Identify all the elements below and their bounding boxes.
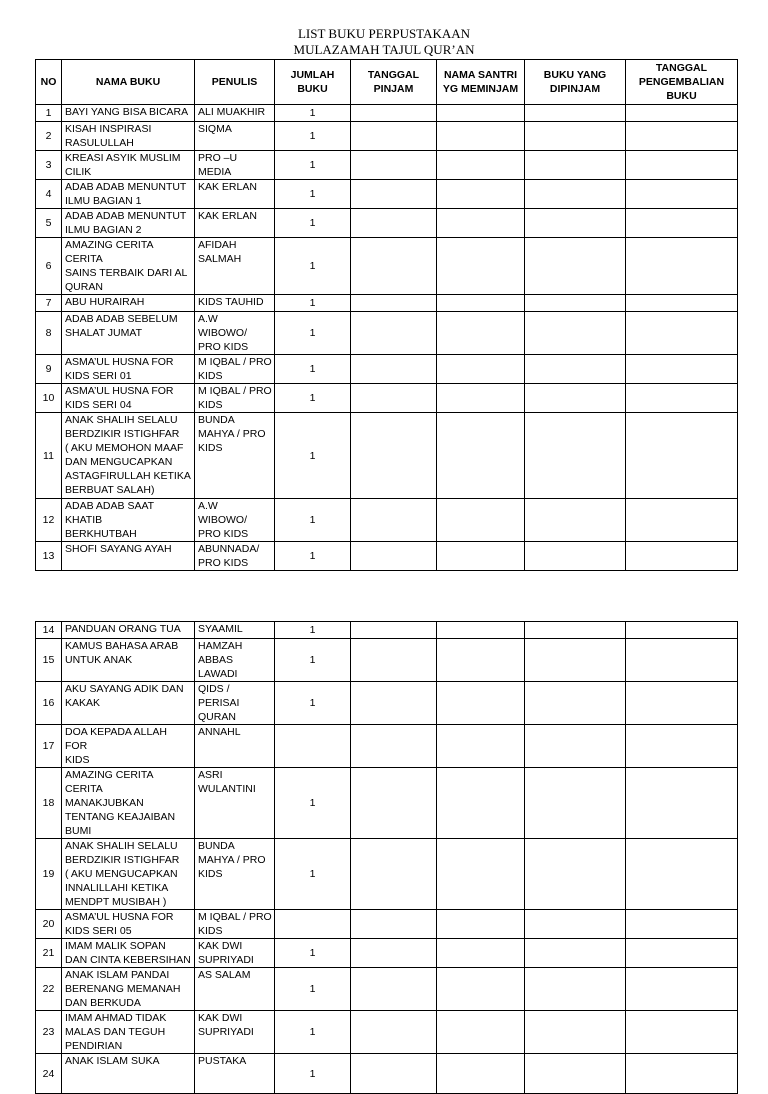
- author-cell: AFIDAH SALMAH: [195, 238, 275, 295]
- table-row: [36, 1011, 738, 1054]
- book-title-cell: ADAB ADAB SEBELUM SHALAT JUMAT: [62, 312, 195, 355]
- header-tanggal-pinjam: TANGGAL PINJAM: [351, 60, 437, 105]
- quantity-cell: 1: [275, 768, 351, 839]
- row-number: 14: [36, 622, 62, 639]
- row-number: 24: [36, 1054, 62, 1094]
- quantity-cell: 1: [275, 622, 351, 639]
- author-cell: KAK ERLAN: [195, 180, 275, 209]
- quantity-cell: 1: [275, 542, 351, 571]
- book-title-cell: AMAZING CERITA CERITA MANAKJUBKAN TENTANG KEAJAIBAN BUMI: [62, 768, 195, 839]
- return-date-cell: [626, 122, 738, 151]
- quantity-cell: 1: [275, 209, 351, 238]
- return-date-cell: [626, 295, 738, 312]
- borrower-name-cell: [437, 105, 525, 122]
- row-number: 11: [36, 413, 62, 499]
- borrower-name-cell: [437, 413, 525, 499]
- row-number: 20: [36, 910, 62, 939]
- header-nama-santri: NAMA SANTRI YG MEMINJAM: [437, 60, 525, 105]
- borrowed-book-cell: [525, 122, 626, 151]
- quantity-cell: 1: [275, 295, 351, 312]
- borrow-date-cell: [351, 639, 437, 682]
- quantity-cell: 1: [275, 180, 351, 209]
- row-number: 9: [36, 355, 62, 384]
- borrower-name-cell: [437, 682, 525, 725]
- header-tanggal-pengembalian: TANGGAL PENGEMBALIAN BUKU: [626, 60, 738, 105]
- borrowed-book-cell: [525, 180, 626, 209]
- author-cell: M IQBAL / PRO KIDS: [195, 910, 275, 939]
- row-number: 3: [36, 151, 62, 180]
- author-cell: A.W WIBOWO/ PRO KIDS: [195, 499, 275, 542]
- return-date-cell: [626, 622, 738, 639]
- quantity-cell: 1: [275, 312, 351, 355]
- quantity-cell: 1: [275, 105, 351, 122]
- borrowed-book-cell: [525, 939, 626, 968]
- return-date-cell: [626, 768, 738, 839]
- borrower-name-cell: [437, 122, 525, 151]
- borrowed-book-cell: [525, 1054, 626, 1094]
- borrower-name-cell: [437, 839, 525, 910]
- borrowed-book-cell: [525, 542, 626, 571]
- borrow-date-cell: [351, 295, 437, 312]
- book-title-cell: KREASI ASYIK MUSLIM CILIK: [62, 151, 195, 180]
- quantity-cell: 1: [275, 122, 351, 151]
- borrow-date-cell: [351, 180, 437, 209]
- borrower-name-cell: [437, 968, 525, 1011]
- row-number: 6: [36, 238, 62, 295]
- table-row: [36, 122, 738, 151]
- borrower-name-cell: [437, 542, 525, 571]
- header-penulis: PENULIS: [195, 60, 275, 105]
- header-buku-dipinjam: BUKU YANG DIPINJAM: [525, 60, 626, 105]
- borrowed-book-cell: [525, 1011, 626, 1054]
- return-date-cell: [626, 725, 738, 768]
- book-title-cell: ANAK SHALIH SELALU BERDZIKIR ISTIGHFAR ( AKU MENGUCAPKAN INNALILLAHI KETIKA MENDPT MUSIBAH ): [62, 839, 195, 910]
- table-row: [36, 105, 738, 122]
- book-title-cell: BAYI YANG BISA BICARA: [62, 105, 195, 122]
- header-nama-buku: NAMA BUKU: [62, 60, 195, 105]
- table-row: [36, 295, 738, 312]
- book-title-cell: ABU HURAIRAH: [62, 295, 195, 312]
- borrowed-book-cell: [525, 384, 626, 413]
- return-date-cell: [626, 1054, 738, 1094]
- book-title-cell: SHOFI SAYANG AYAH: [62, 542, 195, 571]
- table-row: [36, 312, 738, 355]
- row-number: 12: [36, 499, 62, 542]
- table-row: [36, 682, 738, 725]
- row-number: 4: [36, 180, 62, 209]
- author-cell: BUNDA MAHYA / PRO KIDS: [195, 839, 275, 910]
- borrow-date-cell: [351, 839, 437, 910]
- header-no: NO: [36, 60, 62, 105]
- book-title-cell: ASMA’UL HUSNA FOR KIDS SERI 01: [62, 355, 195, 384]
- borrowed-book-cell: [525, 622, 626, 639]
- borrow-date-cell: [351, 910, 437, 939]
- author-cell: KAK DWI SUPRIYADI: [195, 939, 275, 968]
- book-title-cell: ADAB ADAB SAAT KHATIB BERKHUTBAH: [62, 499, 195, 542]
- document-title-line-2: MULAZAMAH TAJUL QUR’AN: [293, 42, 475, 57]
- book-list-table-page-1: [35, 59, 738, 571]
- borrow-date-cell: [351, 1054, 437, 1094]
- borrower-name-cell: [437, 1054, 525, 1094]
- table-row: [36, 238, 738, 295]
- author-cell: PUSTAKA: [195, 1054, 275, 1094]
- return-date-cell: [626, 839, 738, 910]
- row-number: 22: [36, 968, 62, 1011]
- borrower-name-cell: [437, 939, 525, 968]
- book-title-cell: DOA KEPADA ALLAH FOR KIDS: [62, 725, 195, 768]
- borrowed-book-cell: [525, 105, 626, 122]
- author-cell: HAMZAH ABBAS LAWADI: [195, 639, 275, 682]
- return-date-cell: [626, 355, 738, 384]
- quantity-cell: 1: [275, 499, 351, 542]
- borrower-name-cell: [437, 1011, 525, 1054]
- book-title-cell: ANAK SHALIH SELALU BERDZIKIR ISTIGHFAR ( AKU MEMOHON MAAF DAN MENGUCAPKAN ASTAGFIRULLAH KETIKA BERBUAT SALAH): [62, 413, 195, 499]
- borrower-name-cell: [437, 639, 525, 682]
- borrower-name-cell: [437, 910, 525, 939]
- book-title-cell: AMAZING CERITA CERITA SAINS TERBAIK DARI AL QURAN: [62, 238, 195, 295]
- table-row: [36, 384, 738, 413]
- borrow-date-cell: [351, 682, 437, 725]
- table-row: [36, 1054, 738, 1094]
- author-cell: ALI MUAKHIR: [195, 105, 275, 122]
- quantity-cell: 1: [275, 238, 351, 295]
- row-number: 10: [36, 384, 62, 413]
- book-title-cell: PANDUAN ORANG TUA: [62, 622, 195, 639]
- row-number: 8: [36, 312, 62, 355]
- borrower-name-cell: [437, 312, 525, 355]
- quantity-cell: 1: [275, 384, 351, 413]
- row-number: 23: [36, 1011, 62, 1054]
- book-title-cell: ANAK ISLAM PANDAI BERENANG MEMANAH DAN BERKUDA: [62, 968, 195, 1011]
- borrower-name-cell: [437, 295, 525, 312]
- author-cell: BUNDA MAHYA / PRO KIDS: [195, 413, 275, 499]
- table-header-row: [36, 60, 738, 105]
- quantity-cell: 1: [275, 839, 351, 910]
- author-cell: AS SALAM: [195, 968, 275, 1011]
- return-date-cell: [626, 105, 738, 122]
- borrow-date-cell: [351, 105, 437, 122]
- row-number: 13: [36, 542, 62, 571]
- return-date-cell: [626, 639, 738, 682]
- quantity-cell: [275, 725, 351, 768]
- table-row: [36, 639, 738, 682]
- return-date-cell: [626, 312, 738, 355]
- row-number: 18: [36, 768, 62, 839]
- borrow-date-cell: [351, 542, 437, 571]
- row-number: 5: [36, 209, 62, 238]
- table-row: [36, 939, 738, 968]
- quantity-cell: 1: [275, 1011, 351, 1054]
- document-title-line-1: LIST BUKU PERPUSTAKAAN: [297, 26, 471, 41]
- borrowed-book-cell: [525, 295, 626, 312]
- table-row: [36, 768, 738, 839]
- row-number: 17: [36, 725, 62, 768]
- quantity-cell: 1: [275, 413, 351, 499]
- author-cell: ABUNNADA/ PRO KIDS: [195, 542, 275, 571]
- book-title-cell: IMAM MALIK SOPAN DAN CINTA KEBERSIHAN: [62, 939, 195, 968]
- return-date-cell: [626, 238, 738, 295]
- return-date-cell: [626, 413, 738, 499]
- author-cell: PRO –U MEDIA: [195, 151, 275, 180]
- return-date-cell: [626, 939, 738, 968]
- author-cell: QIDS / PERISAI QURAN: [195, 682, 275, 725]
- book-title-cell: ASMA’UL HUSNA FOR KIDS SERI 05: [62, 910, 195, 939]
- borrow-date-cell: [351, 413, 437, 499]
- author-cell: SYAAMIL: [195, 622, 275, 639]
- borrowed-book-cell: [525, 682, 626, 725]
- borrow-date-cell: [351, 312, 437, 355]
- table-row: [36, 542, 738, 571]
- borrowed-book-cell: [525, 209, 626, 238]
- author-cell: KIDS TAUHID: [195, 295, 275, 312]
- row-number: 1: [36, 105, 62, 122]
- row-number: 19: [36, 839, 62, 910]
- borrow-date-cell: [351, 725, 437, 768]
- quantity-cell: 1: [275, 639, 351, 682]
- return-date-cell: [626, 209, 738, 238]
- row-number: 7: [36, 295, 62, 312]
- quantity-cell: [275, 910, 351, 939]
- borrower-name-cell: [437, 622, 525, 639]
- table-row: [36, 968, 738, 1011]
- borrow-date-cell: [351, 1011, 437, 1054]
- book-title-cell: ADAB ADAB MENUNTUT ILMU BAGIAN 2: [62, 209, 195, 238]
- return-date-cell: [626, 151, 738, 180]
- borrow-date-cell: [351, 238, 437, 295]
- borrowed-book-cell: [525, 499, 626, 542]
- book-title-cell: ASMA’UL HUSNA FOR KIDS SERI 04: [62, 384, 195, 413]
- row-number: 21: [36, 939, 62, 968]
- table-row: [36, 910, 738, 939]
- borrow-date-cell: [351, 939, 437, 968]
- quantity-cell: 1: [275, 355, 351, 384]
- header-jumlah-buku: JUMLAH BUKU: [275, 60, 351, 105]
- borrowed-book-cell: [525, 238, 626, 295]
- quantity-cell: 1: [275, 939, 351, 968]
- table-row: [36, 725, 738, 768]
- borrower-name-cell: [437, 725, 525, 768]
- table-row: [36, 499, 738, 542]
- table-row: [36, 151, 738, 180]
- borrower-name-cell: [437, 180, 525, 209]
- borrowed-book-cell: [525, 910, 626, 939]
- borrowed-book-cell: [525, 968, 626, 1011]
- borrowed-book-cell: [525, 355, 626, 384]
- borrow-date-cell: [351, 622, 437, 639]
- borrowed-book-cell: [525, 839, 626, 910]
- borrower-name-cell: [437, 355, 525, 384]
- borrow-date-cell: [351, 968, 437, 1011]
- return-date-cell: [626, 968, 738, 1011]
- book-list-table-page-2: [35, 621, 738, 1094]
- return-date-cell: [626, 910, 738, 939]
- borrowed-book-cell: [525, 725, 626, 768]
- author-cell: A.W WIBOWO/ PRO KIDS: [195, 312, 275, 355]
- borrow-date-cell: [351, 151, 437, 180]
- borrow-date-cell: [351, 122, 437, 151]
- borrowed-book-cell: [525, 413, 626, 499]
- table-row: [36, 180, 738, 209]
- author-cell: ANNAHL: [195, 725, 275, 768]
- borrower-name-cell: [437, 768, 525, 839]
- table-row: [36, 839, 738, 910]
- book-title-cell: AKU SAYANG ADIK DAN KAKAK: [62, 682, 195, 725]
- row-number: 15: [36, 639, 62, 682]
- quantity-cell: 1: [275, 968, 351, 1011]
- borrow-date-cell: [351, 355, 437, 384]
- row-number: 2: [36, 122, 62, 151]
- quantity-cell: 1: [275, 1054, 351, 1094]
- borrowed-book-cell: [525, 639, 626, 682]
- borrow-date-cell: [351, 499, 437, 542]
- borrow-date-cell: [351, 209, 437, 238]
- table-row: [36, 622, 738, 639]
- table-row: [36, 355, 738, 384]
- book-title-cell: IMAM AHMAD TIDAK MALAS DAN TEGUH PENDIRIAN: [62, 1011, 195, 1054]
- return-date-cell: [626, 1011, 738, 1054]
- borrowed-book-cell: [525, 151, 626, 180]
- book-title-cell: ANAK ISLAM SUKA: [62, 1054, 195, 1094]
- return-date-cell: [626, 499, 738, 542]
- quantity-cell: 1: [275, 682, 351, 725]
- author-cell: M IQBAL / PRO KIDS: [195, 355, 275, 384]
- borrower-name-cell: [437, 209, 525, 238]
- return-date-cell: [626, 682, 738, 725]
- return-date-cell: [626, 542, 738, 571]
- table-row: [36, 209, 738, 238]
- author-cell: M IQBAL / PRO KIDS: [195, 384, 275, 413]
- borrower-name-cell: [437, 384, 525, 413]
- row-number: 16: [36, 682, 62, 725]
- borrower-name-cell: [437, 499, 525, 542]
- book-title-cell: KAMUS BAHASA ARAB UNTUK ANAK: [62, 639, 195, 682]
- return-date-cell: [626, 384, 738, 413]
- book-title-cell: KISAH INSPIRASI RASULULLAH: [62, 122, 195, 151]
- borrow-date-cell: [351, 384, 437, 413]
- author-cell: KAK DWI SUPRIYADI: [195, 1011, 275, 1054]
- borrowed-book-cell: [525, 312, 626, 355]
- borrower-name-cell: [437, 151, 525, 180]
- author-cell: ASRI WULANTINI: [195, 768, 275, 839]
- borrower-name-cell: [437, 238, 525, 295]
- author-cell: KAK ERLAN: [195, 209, 275, 238]
- borrowed-book-cell: [525, 768, 626, 839]
- author-cell: SIQMA: [195, 122, 275, 151]
- book-title-cell: ADAB ADAB MENUNTUT ILMU BAGIAN 1: [62, 180, 195, 209]
- borrow-date-cell: [351, 768, 437, 839]
- quantity-cell: 1: [275, 151, 351, 180]
- return-date-cell: [626, 180, 738, 209]
- table-row: [36, 413, 738, 499]
